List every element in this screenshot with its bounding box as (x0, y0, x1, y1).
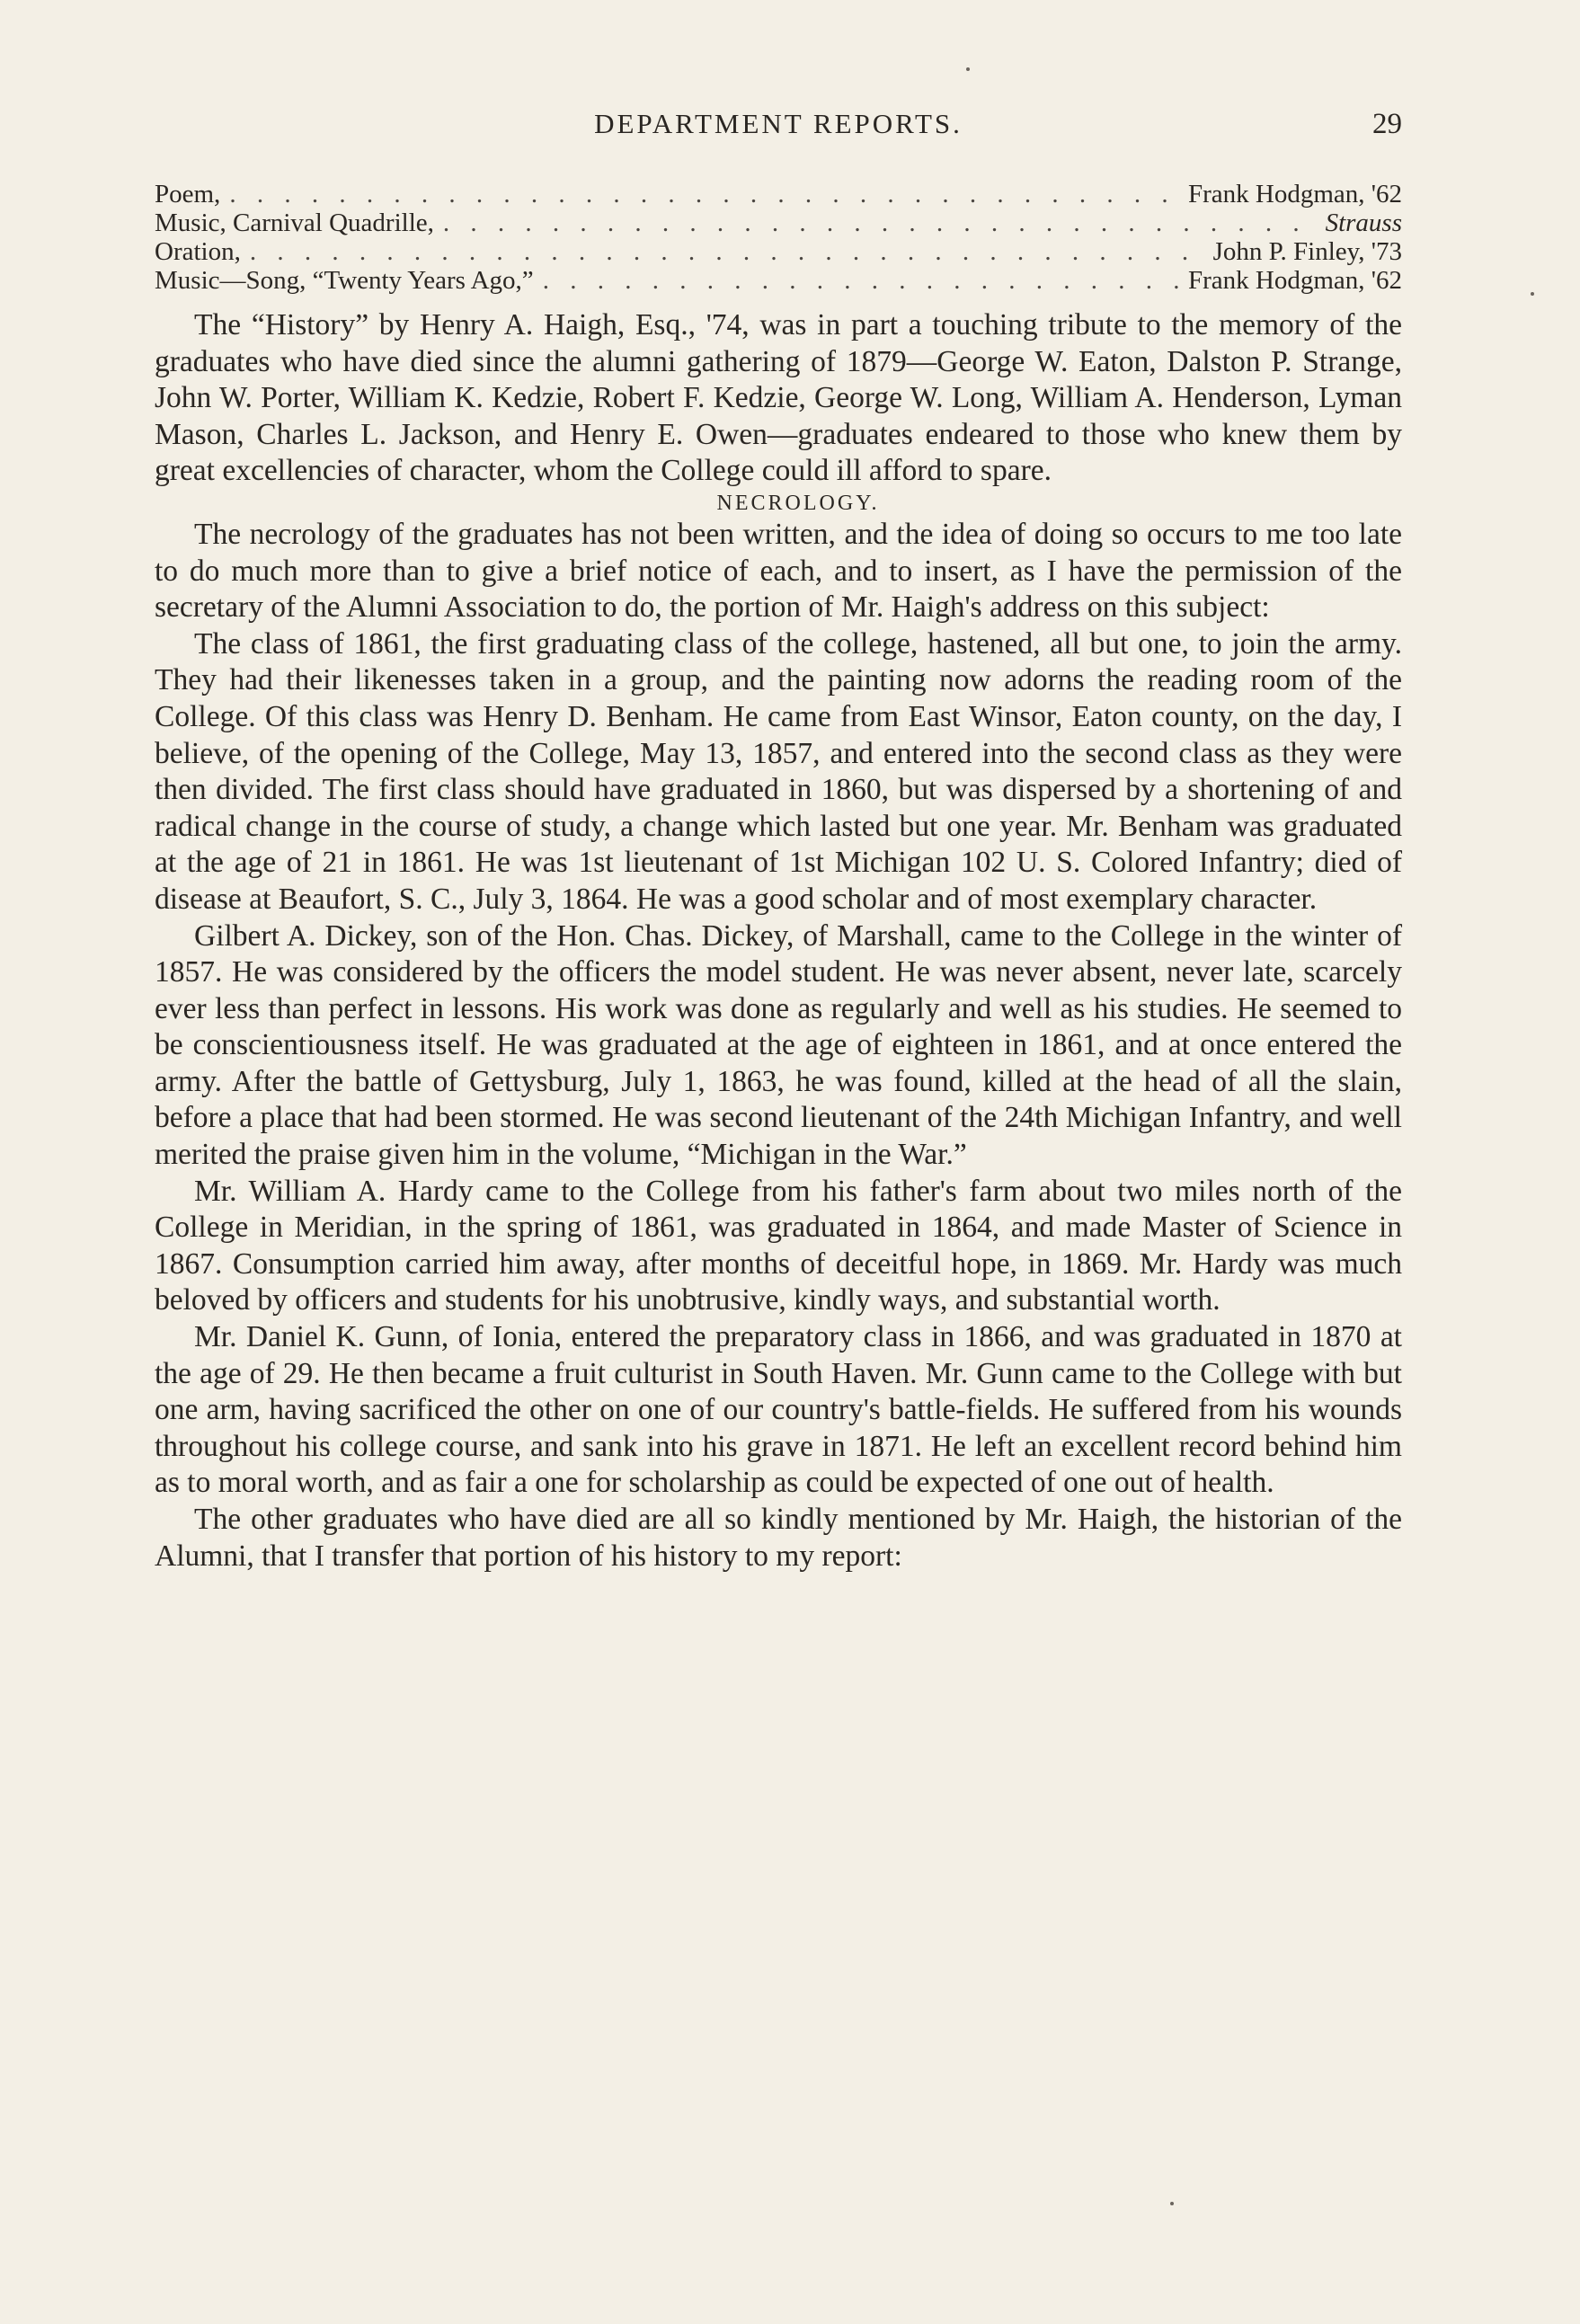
dot-leader (229, 180, 1179, 208)
program-list (155, 180, 1402, 295)
page-header (155, 106, 1402, 142)
program-row (155, 208, 1402, 237)
paragraph: Mr. William A. Hardy came to the College from his father's farm about two miles north of the College in Meridian, in the spring of 1861, was graduated in 1864, and made Master of Science in 1867. Consumption carried him away, after months of deceitful hope, in 1869. Mr. Hardy was much beloved by officers and students for his unobtrusive, kindly ways, and substantial worth. (155, 1174, 1402, 1317)
program-row (155, 237, 1402, 266)
paragraph: The necrology of the graduates has not been written, and the idea of doing so occurs to me too late to do much more than to give a brief notice of each, and to insert, as I have the permission of the secretary of the Alumni Association to do, the portion of Mr. Haigh's address on this subject: (155, 517, 1402, 625)
program-row (155, 180, 1402, 208)
program-performer: John P. Finley, '73 (1212, 237, 1402, 266)
running-head: DEPARTMENT REPORTS. (594, 108, 963, 139)
program-performer: Frank Hodgman, '62 (1187, 266, 1402, 295)
paper-speck (966, 67, 970, 71)
program-performer: Frank Hodgman, '62 (1187, 180, 1402, 208)
paragraph: The other graduates who have died are all so kindly mentioned by Mr. Haigh, the historian of the Alumni, that I transfer that portion of his history to my report: (155, 1503, 1402, 1573)
page-number: 29 (1372, 108, 1402, 140)
program-item: Poem, (155, 180, 221, 208)
paragraph: Gilbert A. Dickey, son of the Hon. Chas. Dickey, of Marshall, came to the College in the winter of 1857. He was considered by the officers the model student. He was never absent, never late, scarcely ever less than perfect in lessons. His work was done as regularly and well as his studies. He seemed to be conscientiousness itself. He was graduated at the age of eighteen in 1861, and at once entered the army. After the battle of Gettysburg, July 1, 1863, he was found, killed at the head of all the slain, before a place that had been stormed. He was second lieutenant of the 24th Michigan Infantry, and well merited the praise given him in the volume, “Michigan in the War.” (155, 918, 1402, 1172)
paper-speck (1531, 292, 1534, 296)
dot-leader (443, 208, 1317, 237)
dot-leader (250, 237, 1204, 266)
program-item: Music—Song, “Twenty Years Ago,” (155, 266, 534, 295)
program-row (155, 266, 1402, 295)
program-item: Music, Carnival Quadrille, (155, 208, 434, 237)
program-item: Oration, (155, 237, 241, 266)
intro-paragraph: The “History” by Henry A. Haigh, Esq., '74, was in part a touching tribute to the memory of the graduates who have died since the alumni gathering of 1879—George W. Eaton, Dalston P. Strange, John W. Porter, William K. Kedzie, Robert F. Kedzie, George W. Long, William A. Henderson, Lyman Mason, Charles L. Jackson, and Henry E. Owen—graduates endeared to those who knew them by great excellencies of character, whom the College could ill afford to spare. (155, 308, 1402, 488)
dot-leader (543, 266, 1179, 295)
section-heading: NECROLOGY. (716, 491, 880, 515)
paper-speck (1170, 2202, 1174, 2205)
paragraph: Mr. Daniel K. Gunn, of Ionia, entered the preparatory class in 1866, and was graduated in 1870 at the age of 29. He then became a fruit culturist in South Haven. Mr. Gunn came to the College with but one arm, having sacrificed the other on one of our country's battle-fields. He suffered from his wounds throughout his college course, and sank into his grave in 1871. He left an excellent record behind him as to moral worth, and as fair a one for scholarship as could be expected of one out of health. (155, 1320, 1402, 1500)
program-performer: Strauss (1325, 208, 1402, 237)
paragraph: The class of 1861, the first graduating class of the college, hastened, all but one, to join the army. They had their likenesses taken in a group, and the painting now adorns the reading room of the College. Of this class was Henry D. Benham. He came from East Winsor, Eaton county, on the day, I believe, of the opening of the College, May 13, 1857, and entered into the second class as they were then divided. The first class should have graduated in 1860, but was dispersed by a shortening of and radical change in the course of study, a change which lasted but one year. Mr. Benham was graduated at the age of 21 in 1861. He was 1st lieutenant of 1st Michigan 102 U. S. Colored Infantry; died of disease at Beaufort, S. C., July 3, 1864. He was a good scholar and of most exemplary character. (155, 626, 1402, 916)
body-text (155, 307, 1402, 1574)
